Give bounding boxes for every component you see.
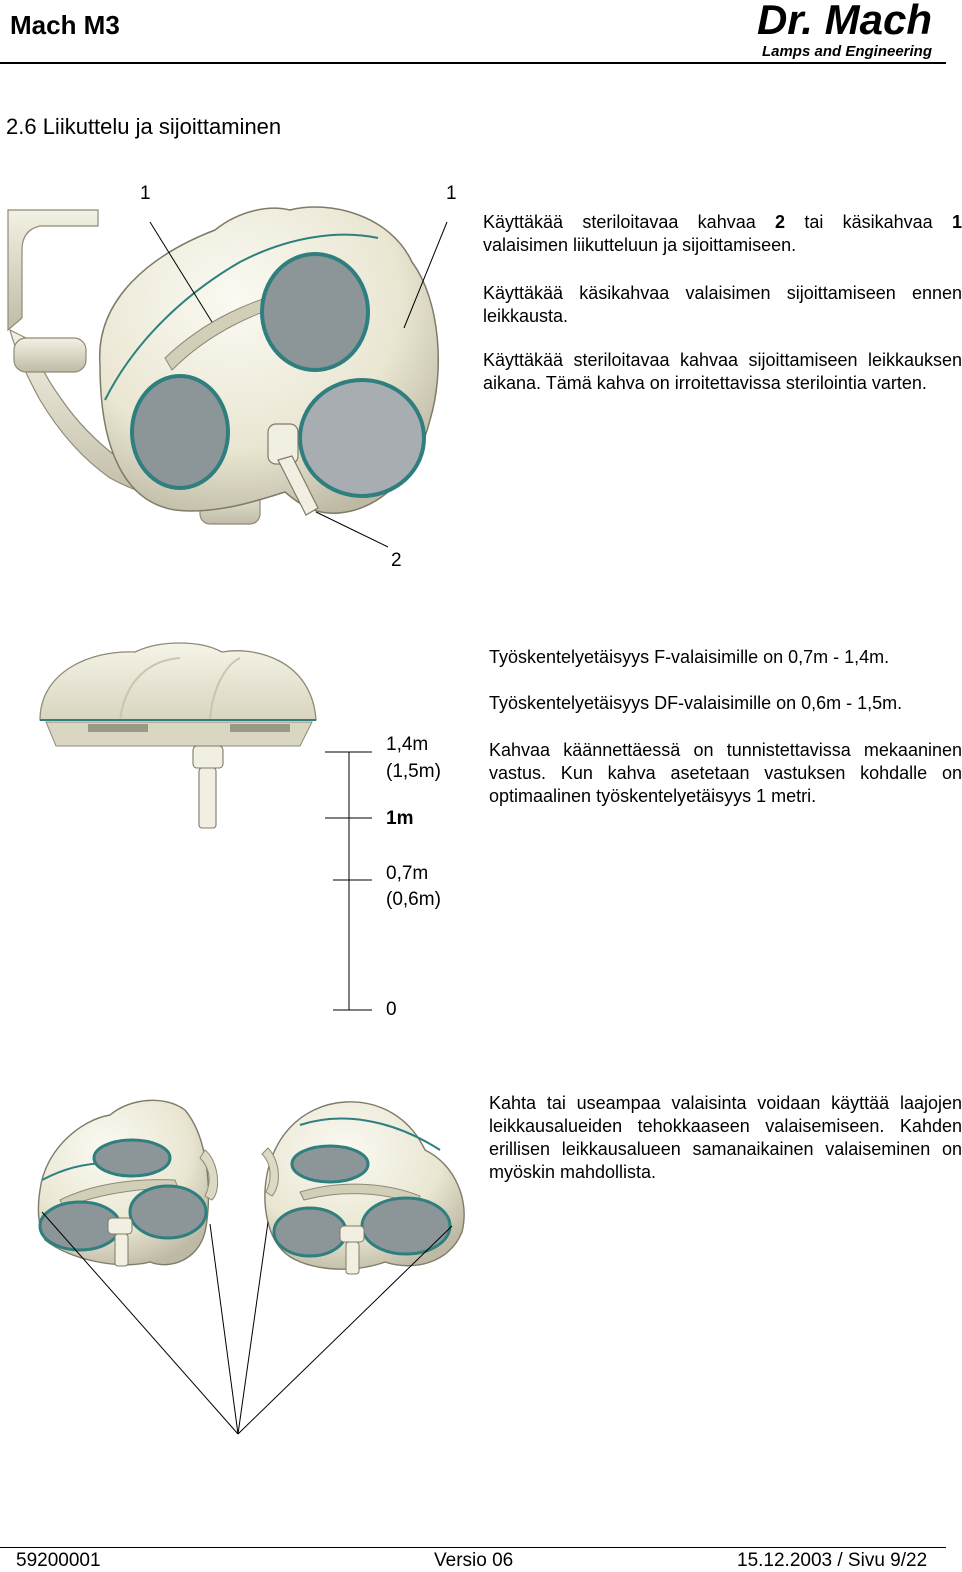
lamp-figure-pair <box>38 1100 464 1434</box>
callout-handle-2: 2 <box>391 550 402 571</box>
product-name: Mach M3 <box>10 10 120 40</box>
paragraph-multiple-lamps: Kahta tai useampaa valaisinta voidaan käyttää laajojen leikkausalueiden tehokkaaseen valaisemiseen. Kahden erillisen leikkausalueen samanaikainen valaiseminen on myöskin mahdollista. <box>489 1093 962 1182</box>
paragraph-handles: Käyttäkää steriloitavaa kahvaa 2 tai käsikahvaa 1 valaisimen liikutteluun ja sijoittamiseen. <box>483 212 962 255</box>
scale-label-zero: 0 <box>386 999 397 1020</box>
scale-label-top-df: (1,5m) <box>386 761 441 782</box>
callout-handle-1-left: 1 <box>140 183 151 204</box>
paragraph-df-distance: Työskentelyetäisyys DF-valaisimille on 0,6m - 1,5m. <box>489 693 903 713</box>
section-title: 2.6 Liikuttelu ja sijoittaminen <box>6 114 282 139</box>
paragraph-hand-handle: Käyttäkää käsikahvaa valaisimen sijoittamiseen ennen leikkausta. <box>483 283 962 326</box>
footer-date-page: 15.12.2003 / Sivu 9/22 <box>737 1550 928 1571</box>
footer-doc-number: 59200001 <box>16 1550 101 1571</box>
scale-label-1m: 1m <box>386 808 414 829</box>
footer-divider <box>0 1547 946 1548</box>
footer-version: Versio 06 <box>434 1550 514 1571</box>
brand-tagline: Lamps and Engineering <box>761 43 932 60</box>
lamp-figure-side <box>40 643 372 1010</box>
scale-label-mid-df: (0,6m) <box>386 889 441 910</box>
paragraph-f-distance: Työskentelyetäisyys F-valaisimille on 0,7m - 1,4m. <box>489 647 890 667</box>
lamp-figure-large <box>8 207 447 547</box>
paragraph-sterile-handle: Käyttäkää steriloitavaa kahvaa sijoittamiseen leikkauksen aikana. Tämä kahva on irroitettavissa sterilointia varten. <box>483 350 962 393</box>
brand-logo: Dr. Mach <box>756 0 932 43</box>
paragraph-resistance: Kahvaa käännettäessä on tunnistettavissa mekaaninen vastus. Kun kahva asetetaan vastuksen kohdalle on optimaalinen työskentelyetäisyys 1 metri. <box>489 740 962 806</box>
scale-label-mid: 0,7m <box>386 863 429 884</box>
callout-handle-1-right: 1 <box>446 183 457 204</box>
scale-label-top: 1,4m <box>386 734 429 755</box>
